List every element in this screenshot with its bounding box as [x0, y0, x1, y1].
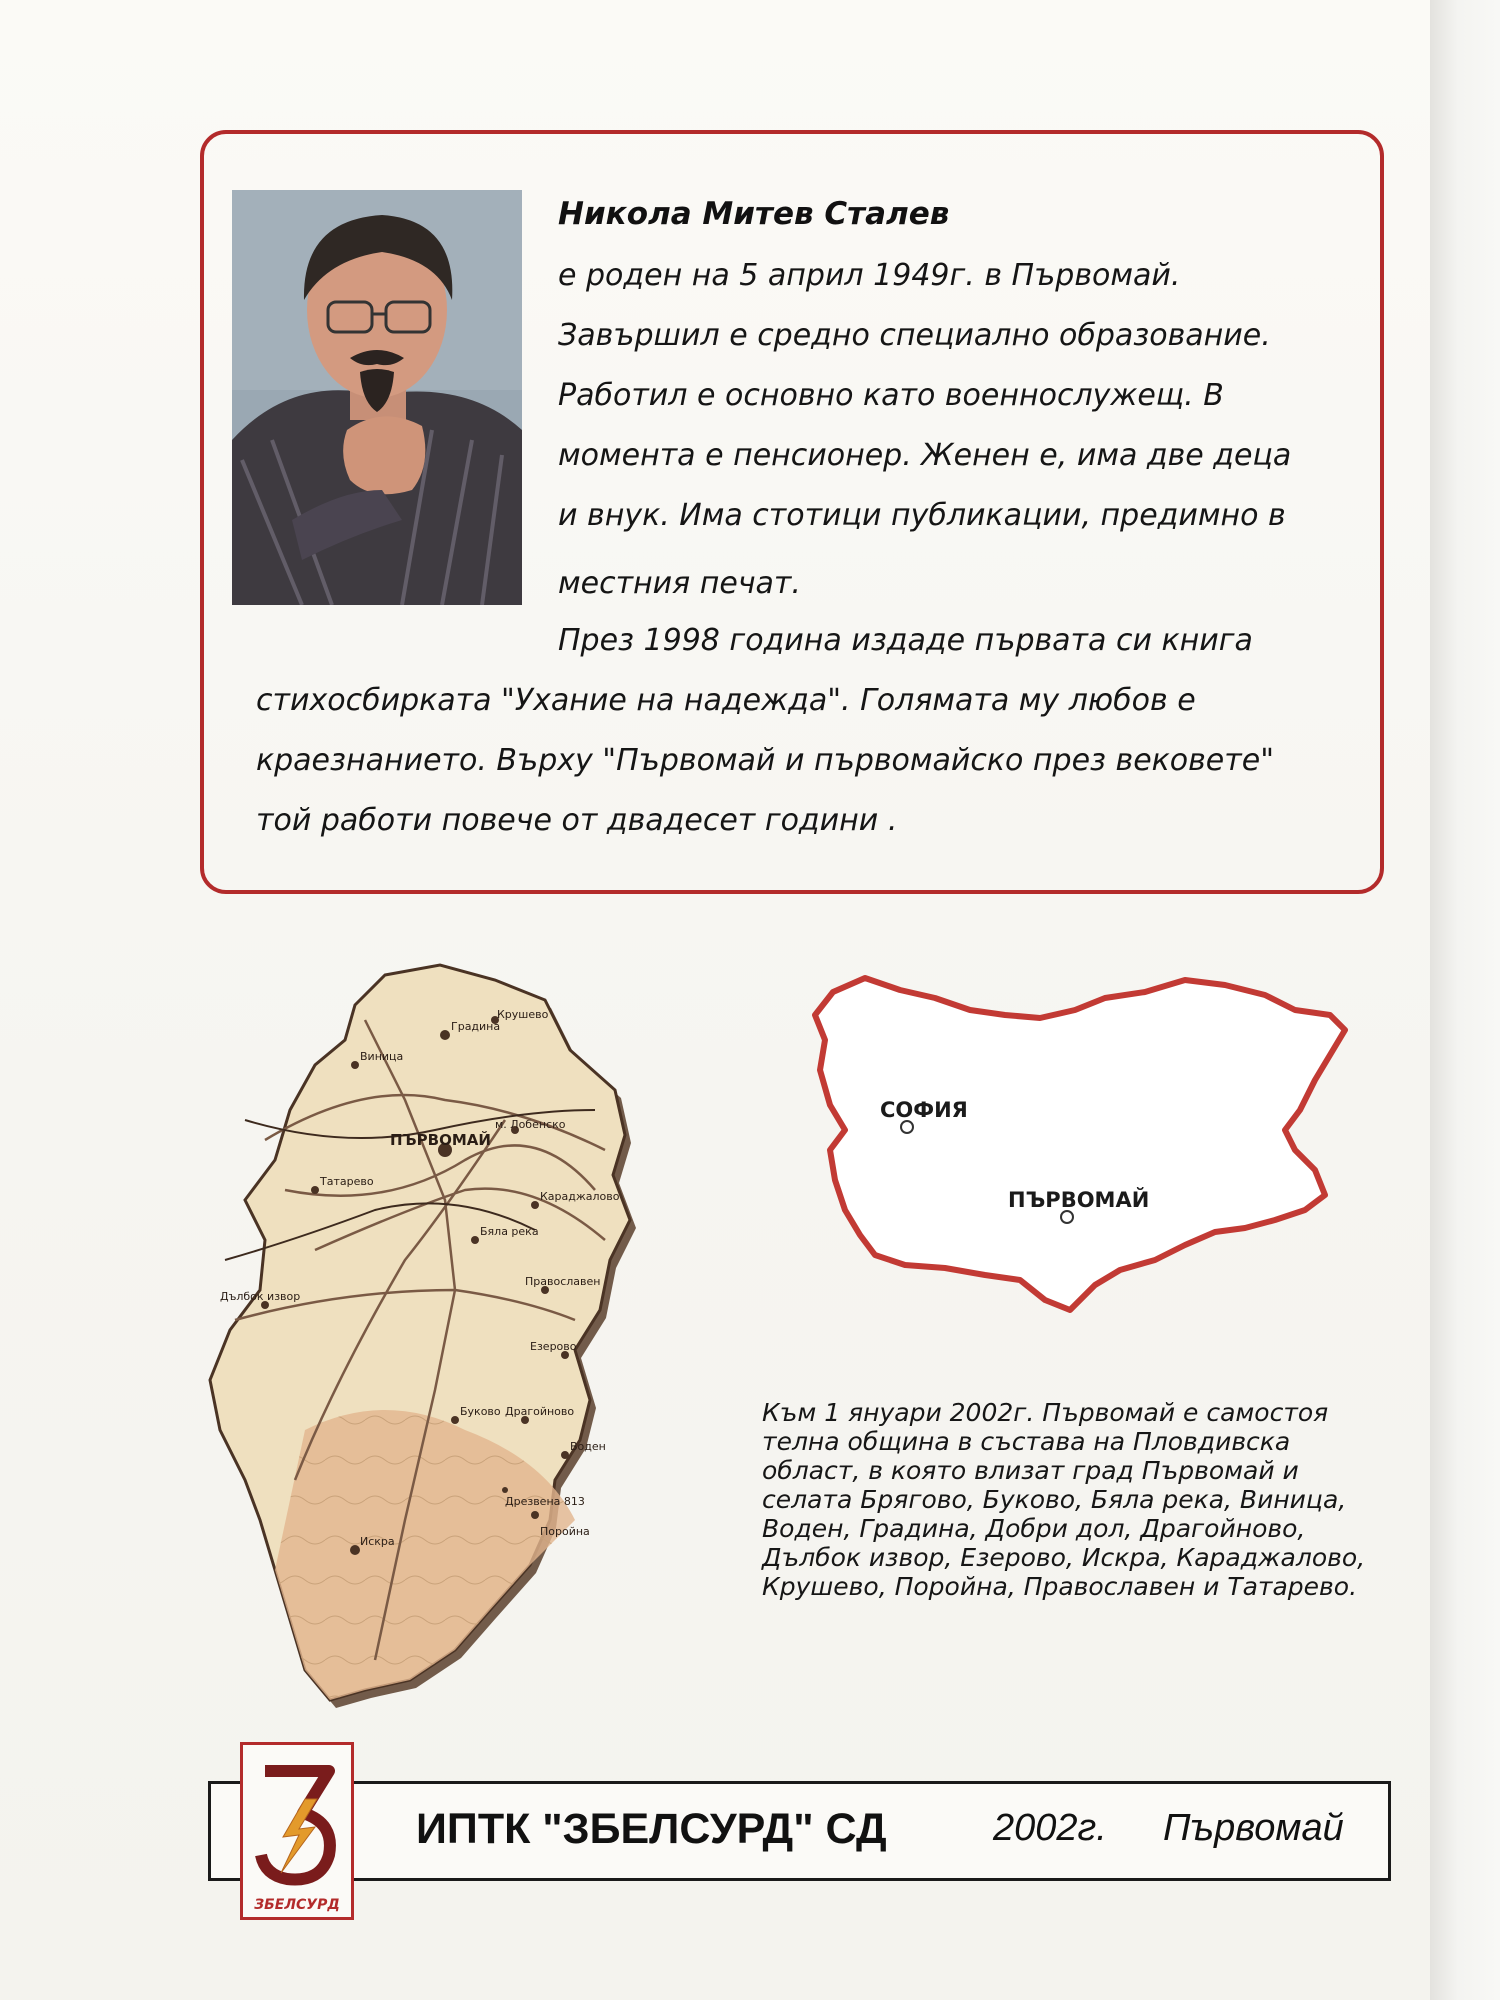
map-label-krushevo: Крушево — [497, 1008, 549, 1021]
map-label-tatarevo: Татарево — [320, 1175, 374, 1188]
municipality-map — [205, 960, 705, 1715]
map-label-porojna: Поройна — [540, 1525, 590, 1538]
map-label-ezerovo: Езерово — [530, 1340, 577, 1353]
publisher-name: ИПТК "ЗБЕЛСУРД" СД — [416, 1805, 887, 1853]
bio-line: стихосбирката "Ухание на надежда". Голямата му любов е — [256, 683, 1196, 718]
map-label-peak: Дрезвена 813 — [505, 1495, 585, 1508]
map-label-vinica: Виница — [360, 1050, 404, 1063]
map-label-sofia: СОФИЯ — [880, 1098, 968, 1122]
map-label-iskra: Искра — [360, 1535, 395, 1548]
bulgaria-map — [805, 970, 1355, 1330]
caption-line: телна община в състава на Пловдивска — [762, 1427, 1291, 1456]
bio-line: Завършил е средно специално образование. — [558, 318, 1271, 353]
bio-line: той работи повече от двадесет години . — [256, 803, 898, 838]
logo-caption: ЗБЕЛСУРД — [254, 1897, 340, 1913]
author-name: Никола Митев Сталев — [558, 196, 950, 232]
bio-line: През 1998 година издаде първата си книга — [558, 623, 1253, 658]
map-label-bg-parvomai: ПЪРВОМАЙ — [1008, 1188, 1150, 1212]
caption-line: Крушево, Поройна, Православен и Татарево. — [762, 1572, 1358, 1601]
bio-line: краезнанието. Върху "Първомай и първомайско през вековете" — [256, 743, 1274, 778]
caption-line: Към 1 януари 2002г. Първомай е самостоя — [762, 1398, 1329, 1427]
bio-line: Работил е основно като военнослужещ. В — [558, 378, 1224, 413]
map-label-parvomai: ПЪРВОМАЙ — [390, 1131, 491, 1149]
author-portrait — [232, 190, 522, 605]
caption-line: селата Брягово, Буково, Бяла река, Виница, — [762, 1485, 1347, 1514]
map-label-karadzhalovo: Караджалово — [540, 1190, 620, 1203]
map-label-pravoslaven: Православен — [525, 1275, 601, 1288]
map-label-voden: Воден — [570, 1440, 606, 1453]
caption-line: Воден, Градина, Добри дол, Драгойново, — [762, 1514, 1306, 1543]
bio-line: местния печат. — [558, 566, 801, 601]
bio-line: и внук. Има стотици публикации, предимно в — [558, 498, 1286, 533]
map-label-gradina: Градина — [451, 1020, 501, 1033]
publication-city: Първомай — [1163, 1807, 1344, 1849]
caption-line: област, в която влизат град Първомай и — [762, 1456, 1299, 1485]
municipality-caption — [762, 1398, 1382, 1601]
publication-year: 2002г. — [993, 1807, 1107, 1849]
map-label-lovensko: м. Лобенско — [495, 1118, 566, 1131]
bio-line: е роден на 5 април 1949г. в Първомай. — [558, 258, 1181, 293]
publisher-logo — [240, 1742, 354, 1920]
bio-line: момента е пенсионер. Женен е, има две деца — [558, 438, 1292, 473]
map-label-dalbok-izvor: Дълбок извор — [220, 1290, 301, 1303]
map-label-byala-reka: Бяла река — [480, 1225, 539, 1238]
map-label-dragoinovo: Драгойново — [505, 1405, 575, 1418]
caption-line: Дълбок извор, Езерово, Искра, Караджалово, — [762, 1543, 1366, 1572]
map-label-bukovo: Буково — [460, 1405, 501, 1418]
page-edge-shadow — [1430, 0, 1500, 2000]
